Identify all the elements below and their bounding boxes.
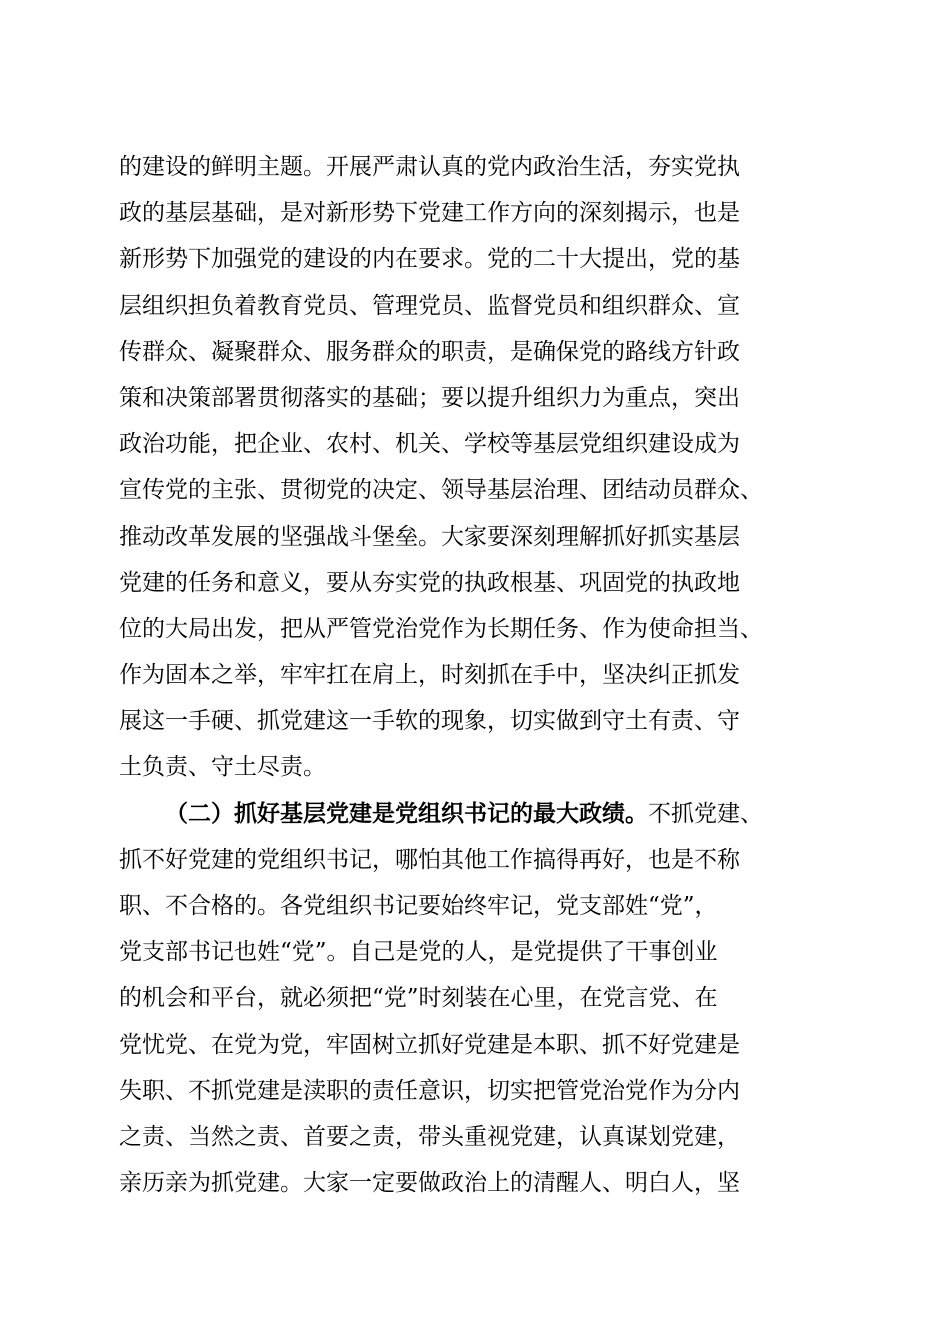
text-line: 政的基层基础，是对新形势下党建工作方向的深刻揭示，也是 <box>119 200 740 227</box>
text-line: 传群众、凝聚群众、服务群众的职责，是确保党的路线方针政 <box>119 338 740 365</box>
text-line: 的建设的鲜明主题。开展严肃认真的党内政治生活，夯实党执 <box>119 154 740 180</box>
text-line: 层组织担负着教育党员、管理党员、监督党员和组织群众、宣 <box>119 292 740 319</box>
section-heading: （二）抓好基层党建是党组织书记的最大政绩。 <box>165 799 648 827</box>
text-line: 作为固本之举，牢牢扛在肩上，时刻抓在手中，坚决纠正抓发 <box>119 662 740 689</box>
text-line: 策和决策部署贯彻落实的基础；要以提升组织力为重点，突出 <box>119 384 740 411</box>
text-line: 推动改革发展的坚强战斗堡垒。大家要深刻理解抓好抓实基层 <box>119 523 740 550</box>
text-line: 失职、不抓党建是渎职的责任意识，切实把管党治党作为分内 <box>119 1077 740 1104</box>
text-line: 抓不好党建的党组织书记，哪怕其他工作搞得再好，也是不称 <box>119 846 740 873</box>
text-line: 政治功能，把企业、农村、机关、学校等基层党组织建设成为 <box>119 431 740 458</box>
section-heading-continuation: 不抓党建、 <box>648 800 763 827</box>
text-line: 宣传党的主张、贯彻党的决定、领导基层治理、团结动员群众、 <box>119 477 763 504</box>
text-line: 的机会和平台，就必须把“党”时刻装在心里，在党言党、在 <box>119 985 718 1012</box>
text-line: 土负责、守土尽责。 <box>119 754 326 781</box>
text-line: 职、不合格的。各党组织书记要始终牢记，党支部姓“党”， <box>119 893 718 919</box>
text-line: 党支部书记也姓“党”。自己是党的人，是党提供了干事创业 <box>119 939 718 966</box>
text-line <box>119 791 831 837</box>
text-line: 亲历亲为抓党建。大家一定要做政治上的清醒人、明白人，坚 <box>119 1170 740 1197</box>
text-line: 党建的任务和意义，要从夯实党的执政根基、巩固党的执政地 <box>119 569 740 596</box>
text-line: 党忧党、在党为党，牢固树立抓好党建是本职、抓不好党建是 <box>119 1031 740 1058</box>
text-line: 之责、当然之责、首要之责，带头重视党建，认真谋划党建， <box>119 1123 740 1150</box>
text-line: 展这一手硬、抓党建这一手软的现象，切实做到守土有责、守 <box>119 708 740 735</box>
text-line: 新形势下加强党的建设的内在要求。党的二十大提出，党的基 <box>119 246 740 273</box>
body-text <box>119 144 831 1206</box>
text-line: 位的大局出发，把从严管党治党作为长期任务、作为使命担当、 <box>119 615 763 642</box>
